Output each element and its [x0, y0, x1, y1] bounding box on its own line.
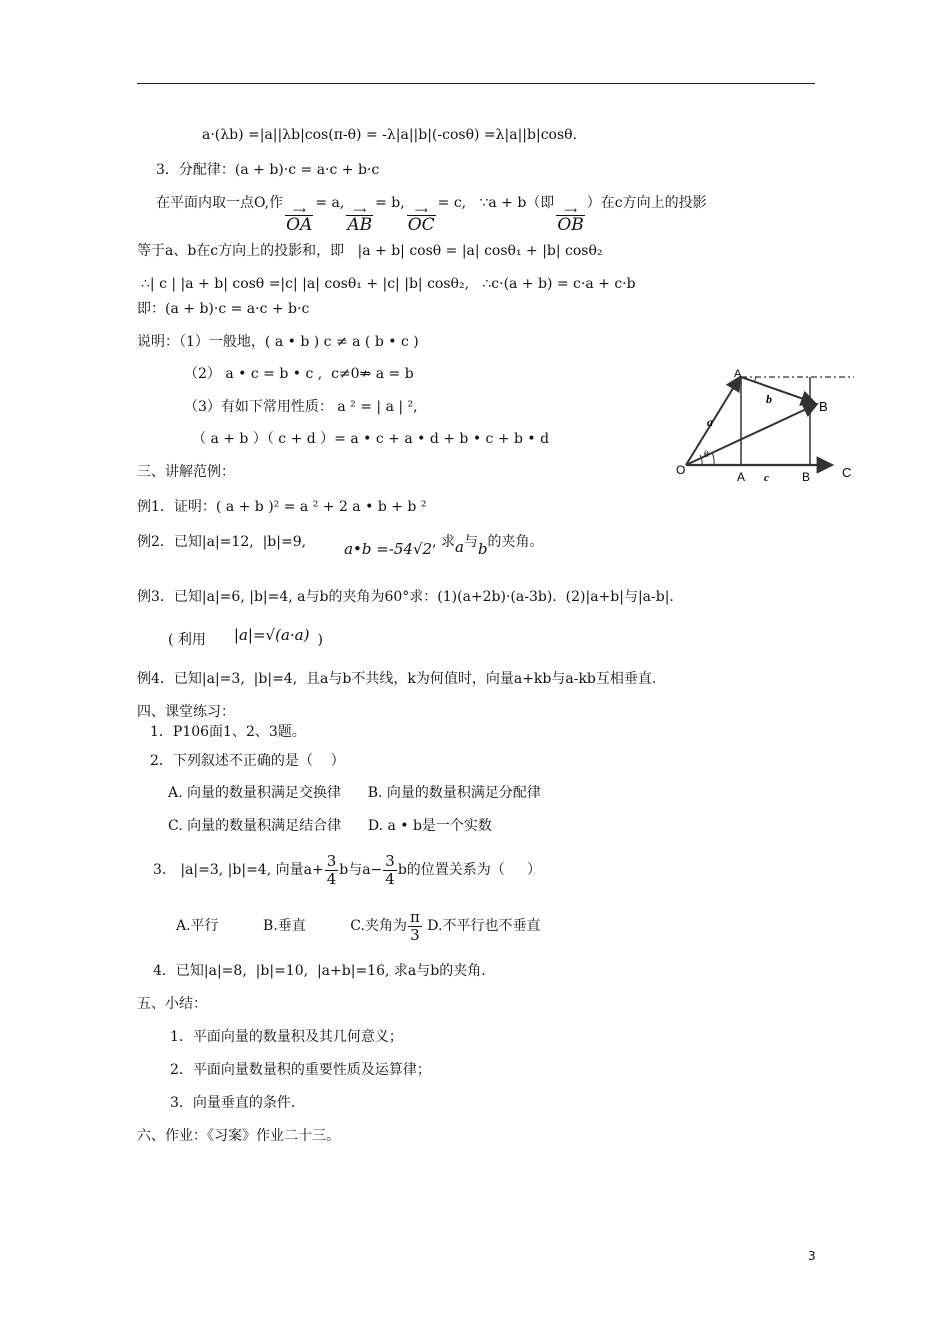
text-line: （3）有如下常用性质： a ² = | a | ²,: [184, 399, 418, 415]
text-line: 3．分配律：(a + b)·c = a·c + b·c: [156, 162, 380, 178]
arrow-icon: ⟶: [564, 206, 577, 216]
text-fragment: b与a−: [339, 862, 383, 878]
text-line: 说明：（1）一般地，( a • b ) c ≠ a ( b • c ): [137, 334, 419, 350]
text-fragment: 3． |a|=3, |b|=4, 向量a+: [153, 862, 324, 878]
text-line: 2．平面向量数量积的重要性质及运算律；: [170, 1062, 431, 1078]
label-A-bottom: A: [737, 470, 746, 484]
fraction: $\frac{3}{4}$: [385, 851, 395, 888]
label-theta: θ: [704, 450, 709, 459]
symbol-a: a: [454, 538, 464, 556]
text-fragment: , 求: [432, 534, 455, 550]
text-fragment: = c, ∵a + b（即: [437, 195, 555, 211]
page-number: 3: [808, 1249, 816, 1263]
text-fragment: 与: [463, 534, 478, 550]
text-line-example2: [137, 532, 544, 558]
label-a: a: [707, 415, 713, 429]
text-line: 等于a、b在c方向上的投影和，即 |a + b| cosθ = |a| cosθ₁ + |b| cosθ₂: [137, 243, 603, 259]
section-heading: 四、课堂练习：: [137, 704, 235, 720]
text-fragment: b的位置关系为（ ）: [397, 862, 542, 878]
text-fragment: ）在c方向上的投影: [586, 195, 707, 211]
text-line: a·(λb) =|a||λb|cos(π-θ) = -λ|a||b|(-cosθ) =λ|a||b|cosθ.: [202, 127, 578, 143]
header-rule: [137, 83, 815, 84]
text-fragment: A.平行 B.垂直 C.夹角为: [176, 918, 407, 934]
symbol-b: b: [477, 540, 488, 558]
label-A-top: A: [734, 368, 742, 380]
vector-ob: ⟶ OB: [557, 206, 584, 235]
fraction: $\frac{\pi}{3}$: [409, 907, 420, 944]
text-fragment: 的夹角。: [487, 534, 544, 550]
text-line: 2．下列叙述不正确的是（ ）: [150, 753, 345, 769]
angle-arc: [712, 452, 714, 465]
text-line: 即：(a + b)·c = a·c + b·c: [137, 301, 310, 317]
option-line: [176, 906, 540, 946]
arrow-icon: ⟶: [292, 206, 306, 216]
text-line: （2） a • c = b • c , c≠0⇏ a = b: [184, 366, 414, 382]
text-fragment: D.不平行也不垂直: [422, 918, 541, 934]
vector-oa: ⟶ OA: [286, 206, 313, 235]
arrow-icon: ⟶: [353, 206, 367, 216]
text-line: 3．向量垂直的条件.: [170, 1095, 296, 1111]
text-line: 1．P106面1、2、3题。: [150, 724, 306, 740]
vector-ab: ⟶ AB: [347, 206, 373, 235]
text-line-hint: [168, 626, 323, 649]
section-heading: 五、小结：: [137, 996, 207, 1012]
text-fragment: 在平面内取一点O,作: [156, 195, 284, 211]
text-fragment: 例2．已知|a|=12, |b|=9,: [137, 534, 307, 550]
section-heading: 三、讲解范例：: [137, 464, 235, 480]
text-line: 4．已知|a|=8, |b|=10, |a+b|=16, 求a与b的夹角.: [153, 963, 486, 979]
vector-projection-figure: [674, 363, 864, 493]
text-line: 例3．已知|a|=6, |b|=4, a与b的夹角为60°求：(1)(a+2b)·(a-3b). (2)|a+b|与|a-b|.: [137, 589, 674, 605]
label-b: b: [766, 392, 772, 406]
text-fragment: ): [317, 632, 323, 648]
label-B: B: [819, 399, 828, 414]
text-line: 例4．已知|a|=3, |b|=4, 且a与b不共线，k为何值时，向量a+kb与a-kb互相垂直.: [137, 671, 657, 687]
label-C: C: [842, 465, 852, 480]
text-fragment: = b,: [375, 195, 405, 211]
vector-oc: ⟶ OC: [407, 206, 435, 235]
section-heading: 六、作业：《习案》作业二十三。: [137, 1128, 340, 1144]
vector-b-line: [741, 377, 815, 403]
text-line-exercise3: [153, 852, 541, 888]
formula: |a|=√(a·a): [233, 626, 310, 644]
angle-arc: [700, 455, 702, 465]
text-line: ∴| c | |a + b| cosθ =|c| |a| cosθ₁ + |c| |b| cosθ₂, ∴c·(a + b) = c·a + c·b: [141, 276, 636, 292]
text-line: （ a + b ）（ c + d ）= a • c + a • d + b • c + b • d: [192, 431, 550, 447]
formula: a•b =-54√2: [344, 540, 433, 558]
text-line-vectors: [156, 194, 707, 234]
option-line: C. 向量的数量积满足结合律 D. a • b是一个实数: [168, 818, 492, 834]
label-B-bottom: B: [802, 470, 811, 484]
text-fragment: = a,: [315, 195, 345, 211]
option-line: A. 向量的数量积满足交换律 B. 向量的数量积满足分配律: [168, 785, 541, 801]
text-line: 1．平面向量的数量积及其几何意义；: [170, 1029, 403, 1045]
text-line: 例1．证明：( a + b )² = a ² + 2 a • b + b ²: [137, 499, 427, 515]
label-O: O: [676, 463, 686, 477]
fraction: $\frac{3}{4}$: [326, 851, 337, 888]
text-fragment: ( 利用: [168, 632, 206, 648]
label-c: c: [764, 472, 769, 484]
arrow-icon: ⟶: [414, 206, 428, 216]
